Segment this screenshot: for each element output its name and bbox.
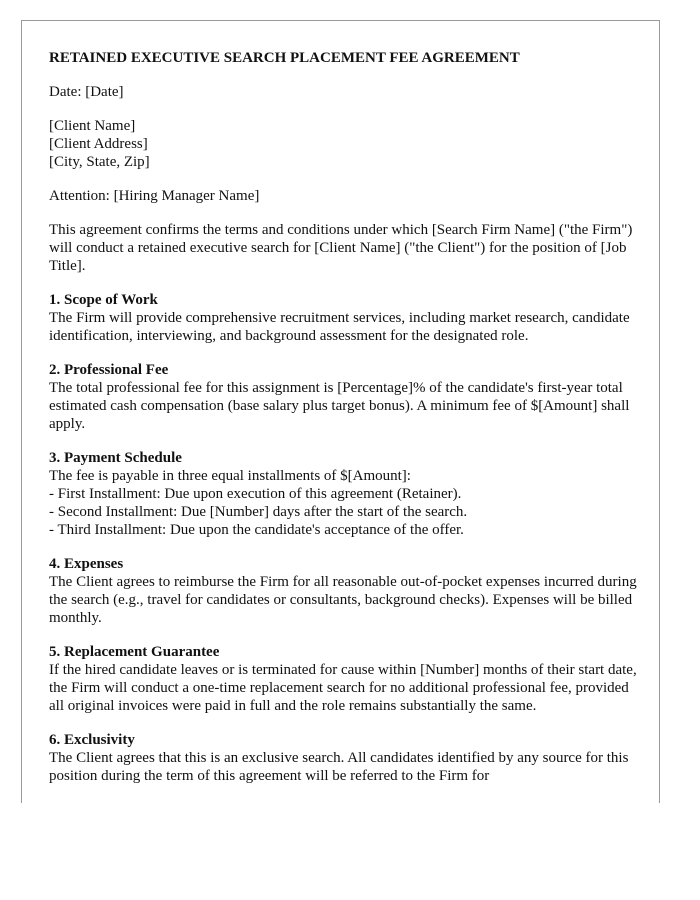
client-name-line: [Client Name] xyxy=(49,118,136,134)
client-address-block xyxy=(49,117,639,171)
section-heading: 5. Replacement Guarantee xyxy=(49,644,220,660)
section-text: The Client agrees to reimburse the Firm for all reasonable out-of-pocket expenses incurred during the search (e.g., travel for candidates or consultants, background checks). Expenses will be billed monthly. xyxy=(49,574,637,626)
document-content xyxy=(49,49,639,801)
section-heading: 2. Professional Fee xyxy=(49,362,169,378)
intro-paragraph: This agreement confirms the terms and conditions under which [Search Firm Name] ("the Firm") will conduct a retained executive search for [Client Name] ("the Client") for the position of [Job Title]. xyxy=(49,222,633,274)
section-text: The fee is payable in three equal installments of $[Amount]: xyxy=(49,468,411,484)
section-text: The Client agrees that this is an exclusive search. All candidates identified by any source for this position during the term of this agreement will be referred to the Firm for xyxy=(49,750,629,784)
section-text: If the hired candidate leaves or is terminated for cause within [Number] months of their start date, the Firm will conduct a one-time replacement search for no additional professional fee, provided all original invoices were paid in full and the role remains substantially the same. xyxy=(49,662,637,714)
section-expenses xyxy=(49,555,639,627)
section-text: The Firm will provide comprehensive recruitment services, including market research, candidate identification, interviewing, and background assessment for the designated role. xyxy=(49,310,630,344)
section-replacement-guarantee xyxy=(49,643,639,715)
document-title: RETAINED EXECUTIVE SEARCH PLACEMENT FEE AGREEMENT xyxy=(49,50,520,66)
section-text: The total professional fee for this assignment is [Percentage]% of the candidate's first-year total estimated cash compensation (base salary plus target bonus). A minimum fee of $[Amount] shall apply. xyxy=(49,380,630,432)
list-item: - Third Installment: Due upon the candidate's acceptance of the offer. xyxy=(49,522,464,538)
client-city-line: [City, State, Zip] xyxy=(49,154,150,170)
date-line: Date: [Date] xyxy=(49,84,124,100)
list-item: - Second Installment: Due [Number] days after the start of the search. xyxy=(49,504,468,520)
section-heading: 4. Expenses xyxy=(49,556,124,572)
section-heading: 1. Scope of Work xyxy=(49,292,158,308)
section-heading: 3. Payment Schedule xyxy=(49,450,182,466)
section-scope-of-work xyxy=(49,291,639,345)
section-professional-fee xyxy=(49,361,639,433)
list-item: - First Installment: Due upon execution of this agreement (Retainer). xyxy=(49,486,462,502)
document-page xyxy=(21,20,660,803)
section-payment-schedule xyxy=(49,449,639,539)
section-heading: 6. Exclusivity xyxy=(49,732,135,748)
section-exclusivity xyxy=(49,731,639,785)
attention-line: Attention: [Hiring Manager Name] xyxy=(49,188,260,204)
client-address-line: [Client Address] xyxy=(49,136,148,152)
